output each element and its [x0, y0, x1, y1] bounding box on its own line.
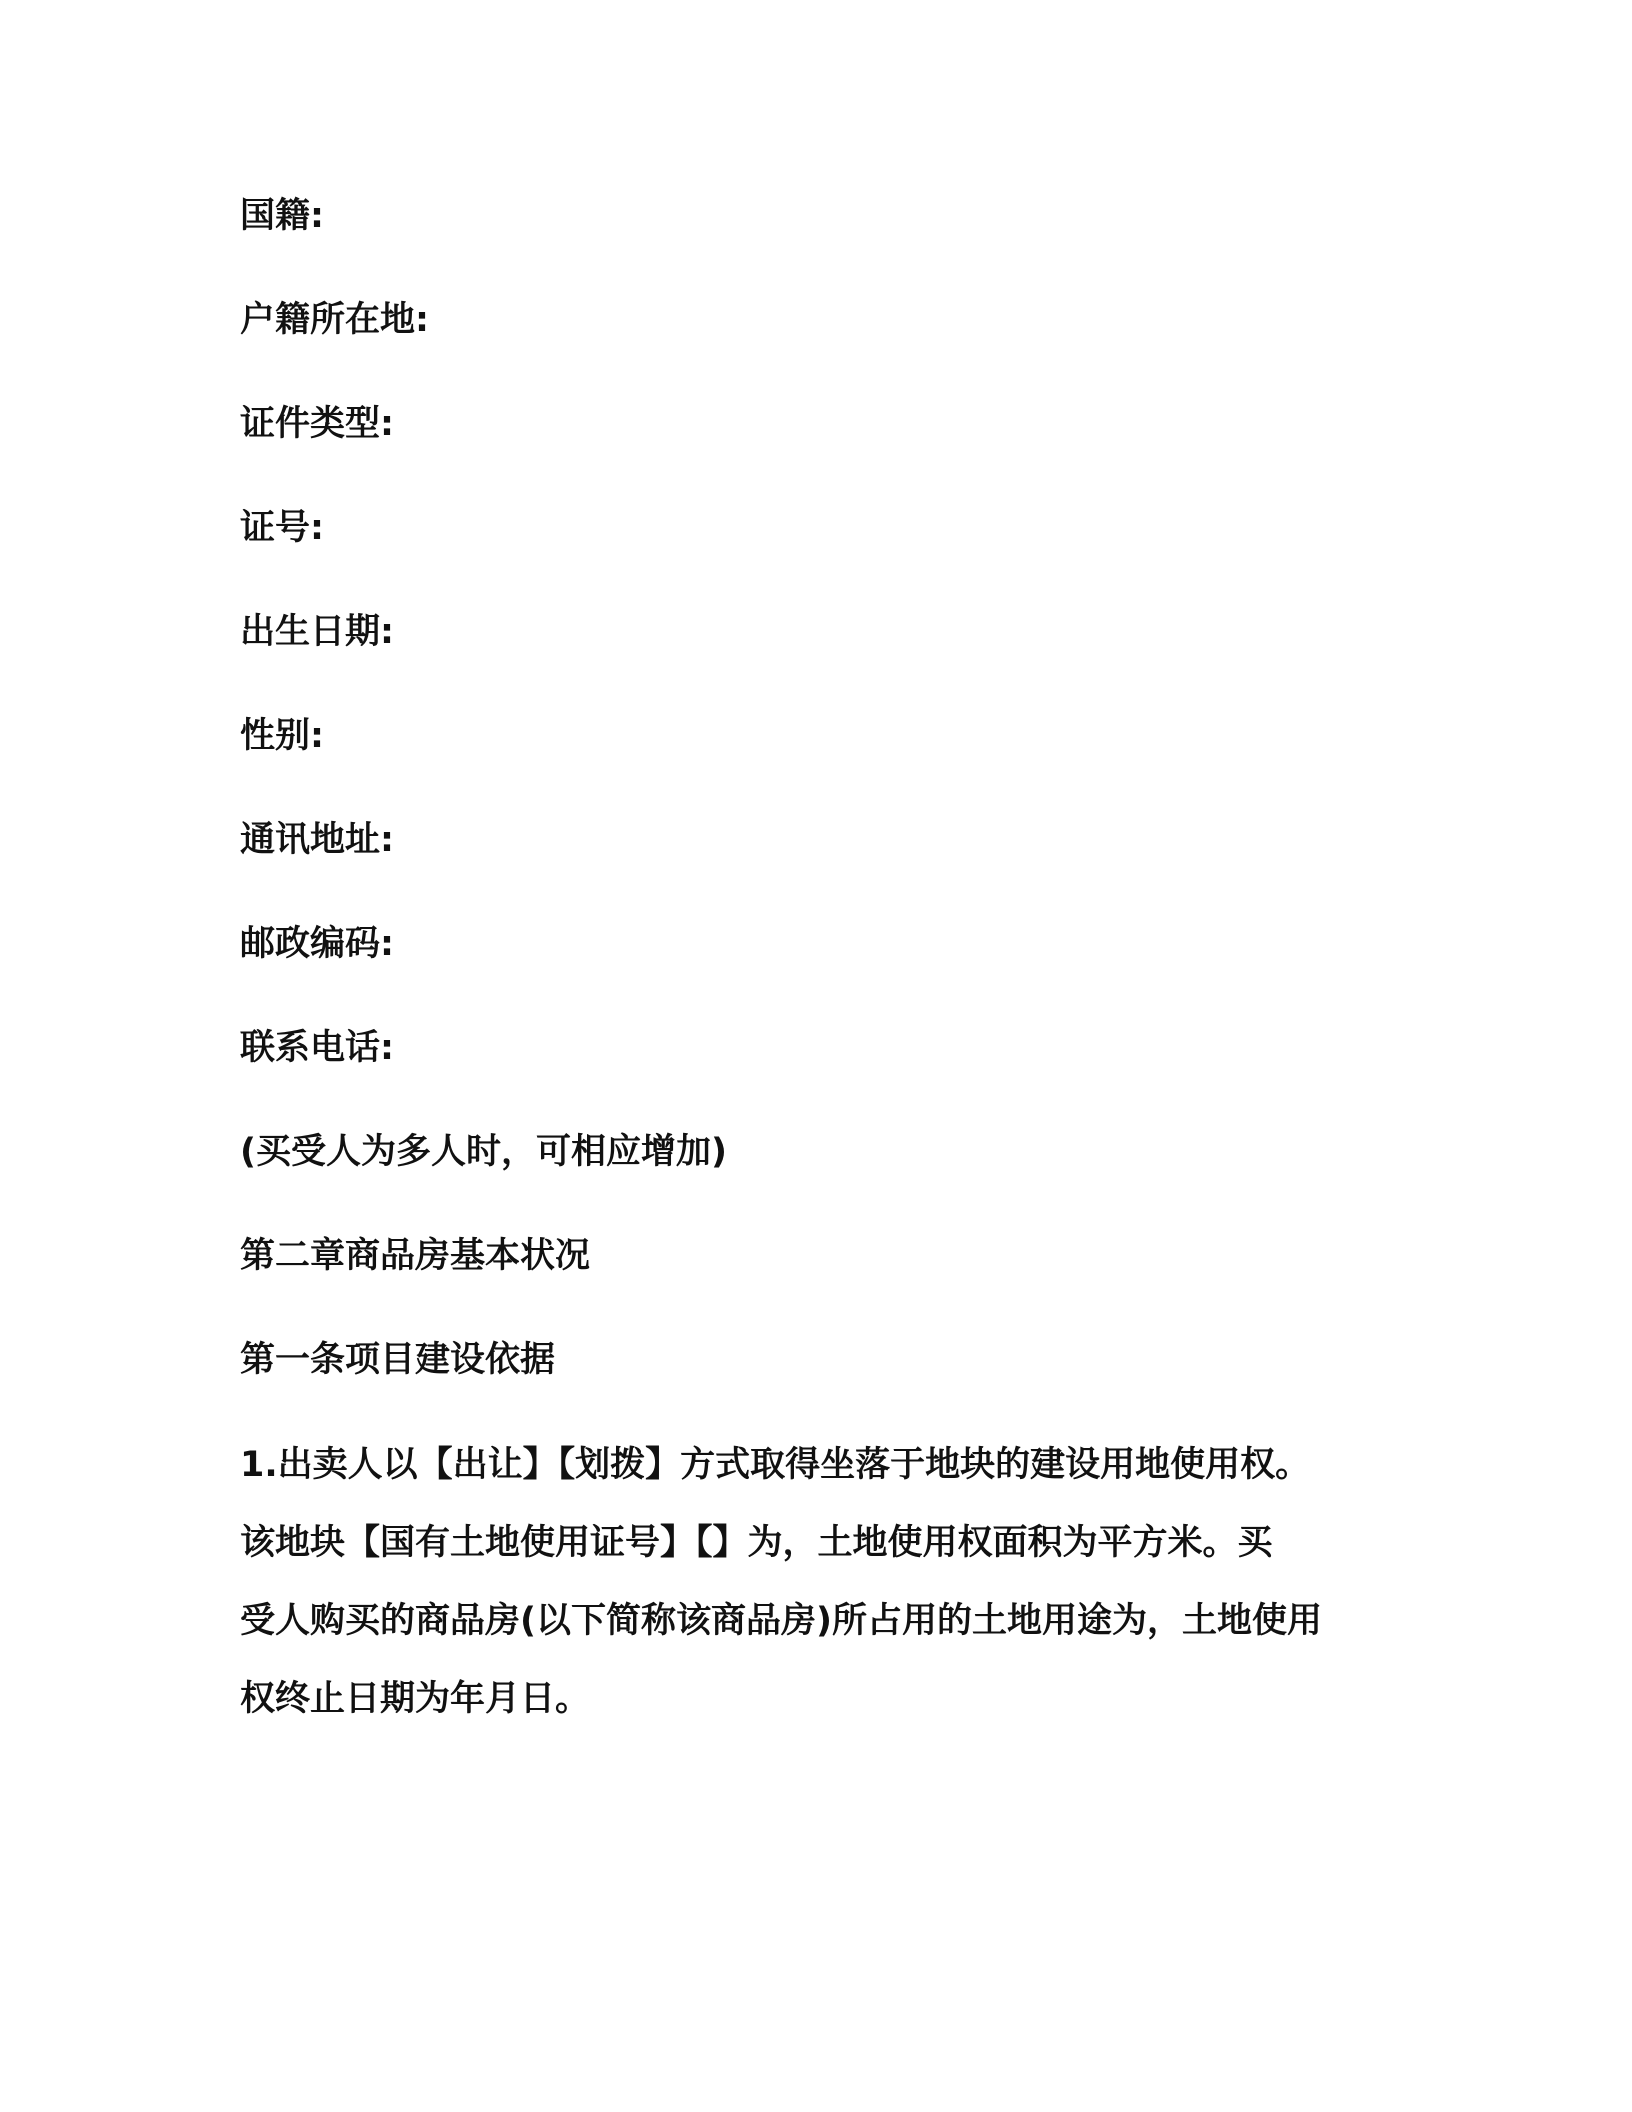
field-id-number: 证号: — [240, 508, 324, 548]
article-heading: 第一条项目建设依据 — [240, 1340, 556, 1380]
paragraph-line: 受人购买的商品房(以下简称该商品房)所占用的土地用途为，土地使用 — [240, 1601, 1322, 1641]
paragraph-line: 权终止日期为年月日。 — [240, 1679, 591, 1719]
paragraph-line: 该地块【国有土地使用证号】【】为，土地使用权面积为平方米。买 — [240, 1523, 1273, 1563]
field-household-registration: 户籍所在地: — [240, 300, 429, 340]
chapter-heading: 第二章商品房基本状况 — [240, 1236, 591, 1276]
field-nationality: 国籍: — [240, 196, 324, 236]
buyer-fields — [240, 190, 1390, 1438]
field-gender: 性别: — [240, 716, 324, 756]
note-multiple-buyers: (买受人为多人时，可相应增加) — [240, 1132, 727, 1172]
field-phone: 联系电话: — [240, 1028, 394, 1068]
article-paragraph — [240, 1426, 1400, 1738]
field-mailing-address: 通讯地址: — [240, 820, 394, 860]
field-postal-code: 邮政编码: — [240, 924, 394, 964]
field-id-type: 证件类型: — [240, 404, 394, 444]
paragraph-line: 1.出卖人以【出让】【划拨】方式取得坐落于地块的建设用地使用权。 — [240, 1445, 1311, 1485]
field-birth-date: 出生日期: — [240, 612, 394, 652]
